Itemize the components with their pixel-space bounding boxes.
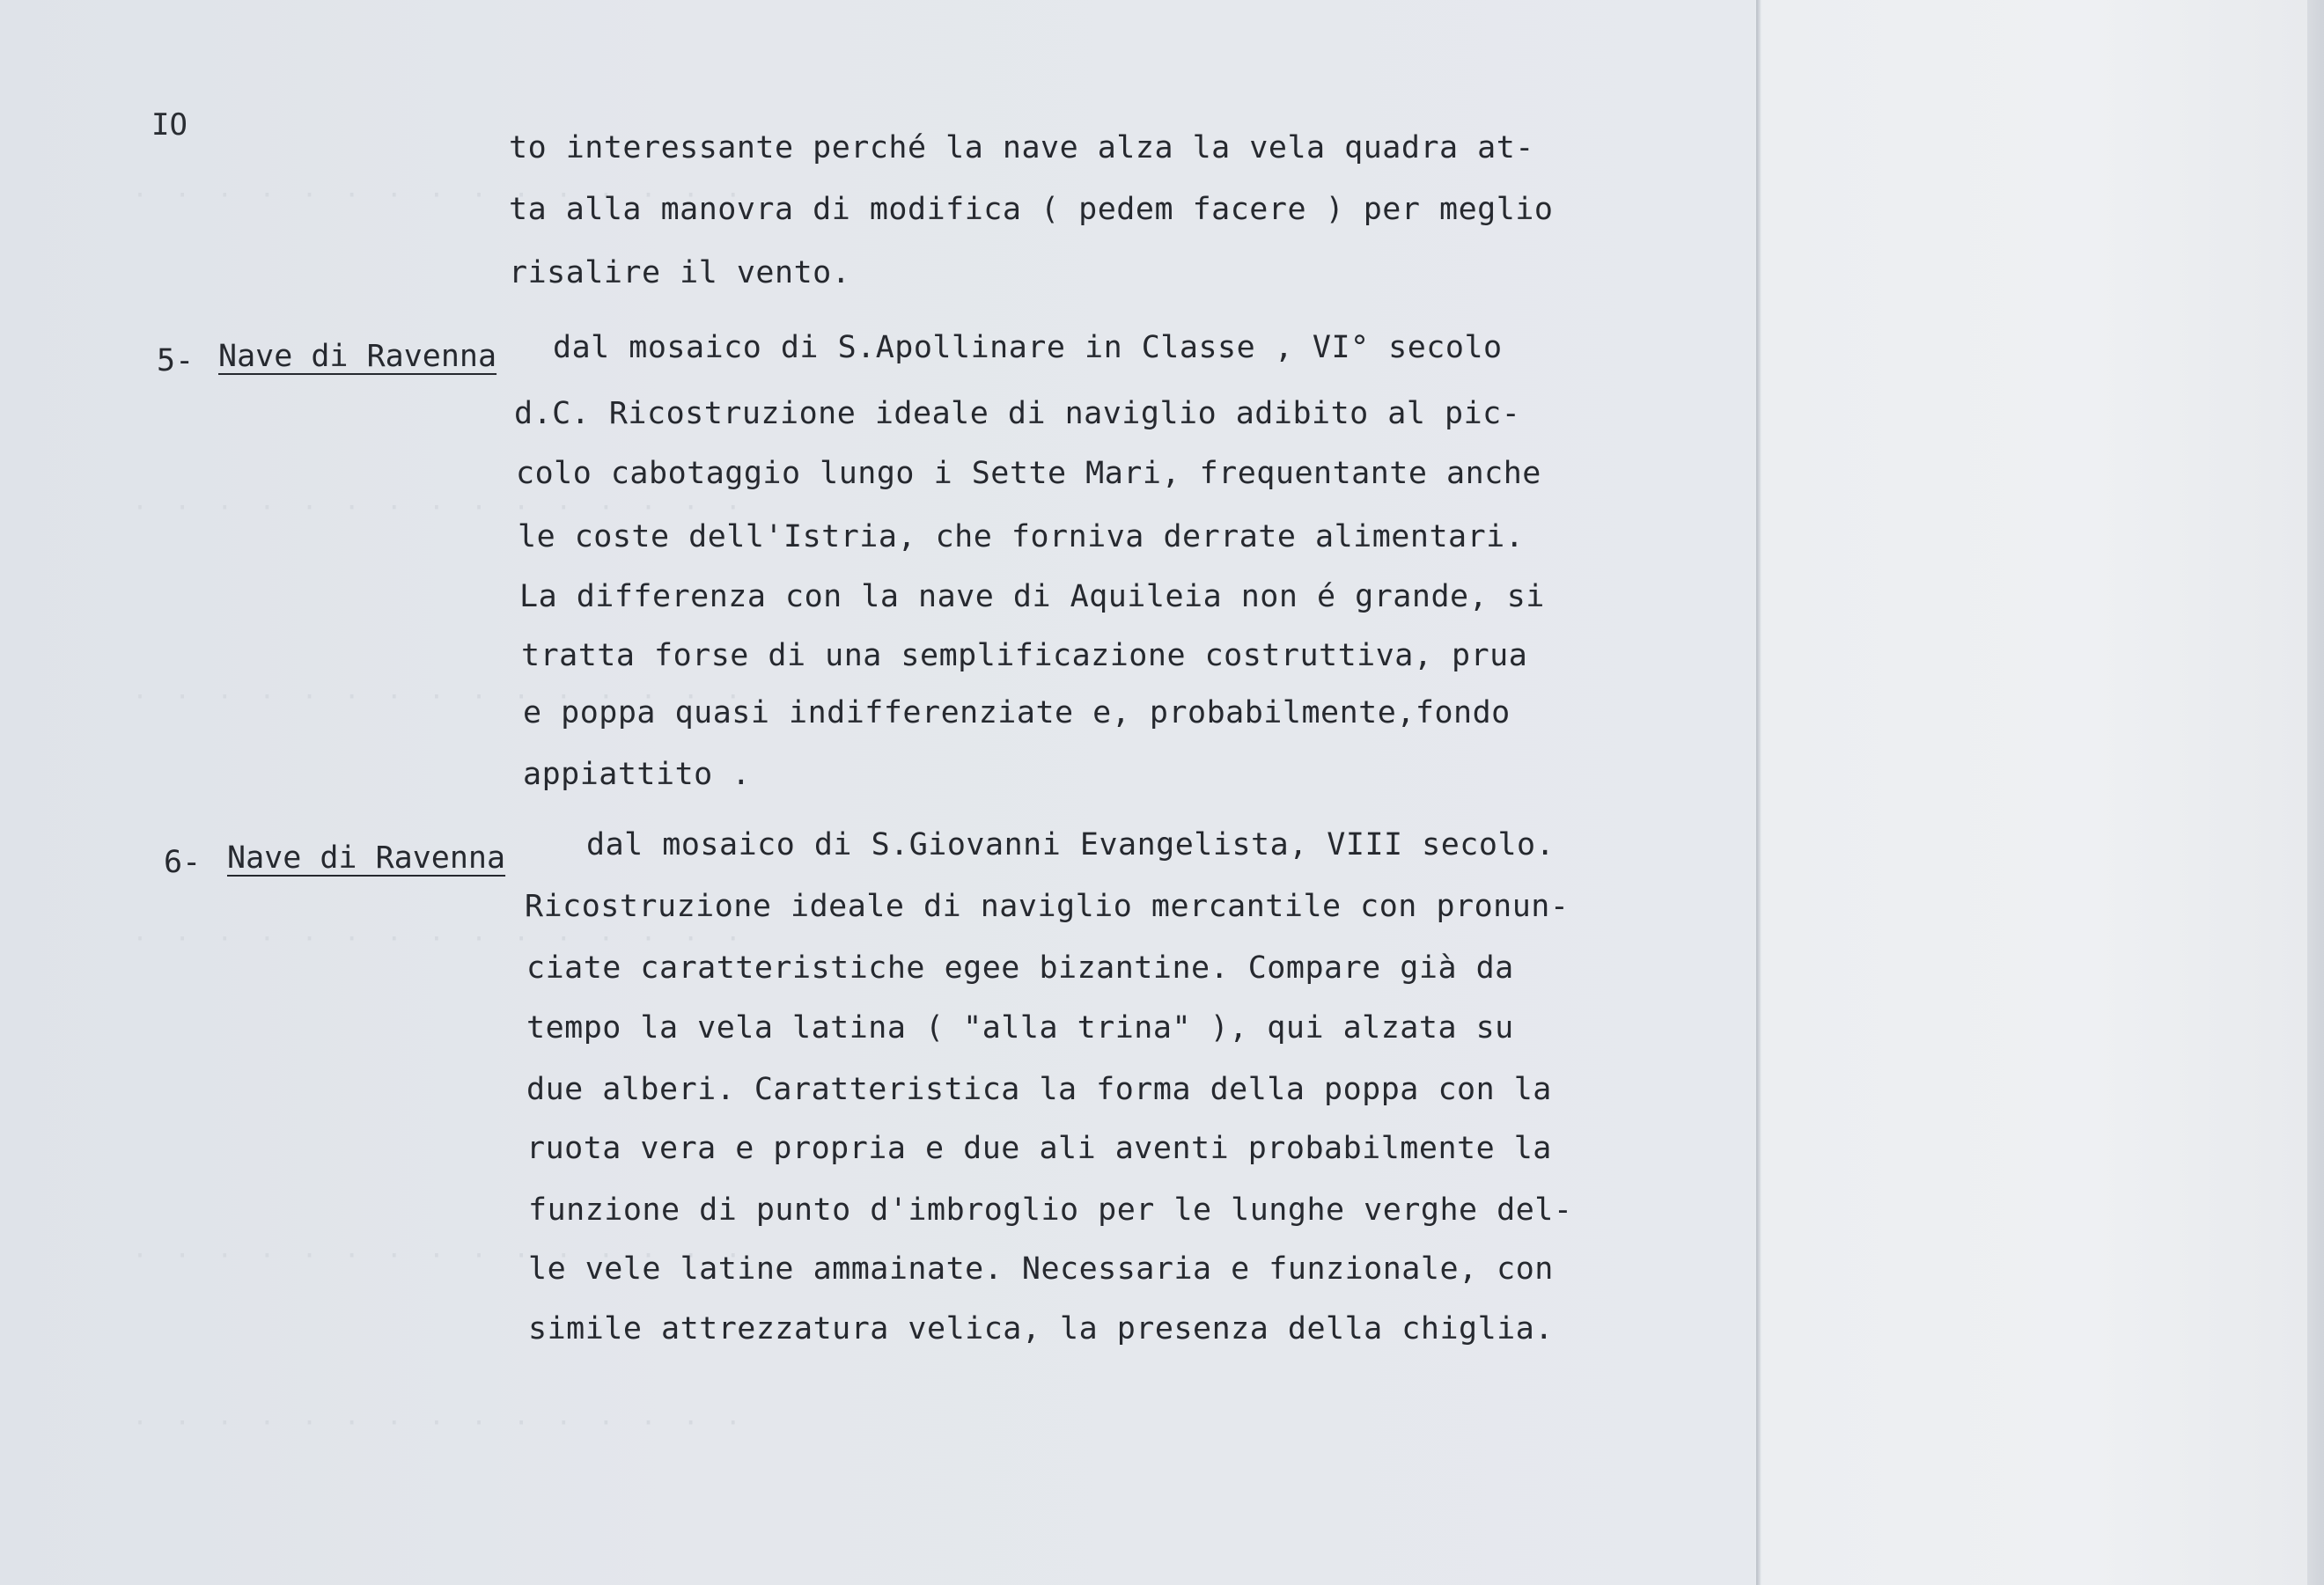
entry-line: due alberi. Caratteristica la forma della poppa con la xyxy=(526,1072,1552,1107)
entry-line: ciate caratteristiche egee bizantine. Compare già da xyxy=(526,950,1514,986)
show-through-texture: · · · · · · · · · · · · · · · xyxy=(132,924,746,955)
entry-number: 6- xyxy=(164,845,202,880)
entry-line: tempo la vela latina ( "alla trina" ), qui alzata su xyxy=(526,1010,1514,1046)
show-through-texture: · · · · · · · · · · · · · · · xyxy=(132,180,746,211)
entry-line: e poppa quasi indifferenziate e, probabilmente,fondo xyxy=(523,695,1511,730)
entry-title: Nave di Ravenna xyxy=(227,840,506,876)
entry-line: Ricostruzione ideale di naviglio mercantile con pronun- xyxy=(525,889,1570,924)
entry-line: appiattito . xyxy=(523,757,751,792)
show-through-texture: · · · · · · · · · · · · · · · xyxy=(132,493,746,524)
entry-line: d.C. Ricostruzione ideale di naviglio adibito al pic- xyxy=(514,396,1521,431)
page-number: IO xyxy=(151,107,188,143)
entry-line: La differenza con la nave di Aquileia non é grande, si xyxy=(519,579,1545,614)
entry-first-line: dal mosaico di S.Apollinare in Classe , VI° secolo xyxy=(553,330,1503,365)
entry-line: le vele latine ammainate. Necessaria e funzionale, con xyxy=(528,1251,1554,1287)
continuation-line: ta alla manovra di modifica ( pedem facere ) per meglio xyxy=(509,192,1554,227)
continuation-line: to interessante perché la nave alza la vela quadra at- xyxy=(509,130,1534,165)
show-through-texture: · · · · · · · · · · · · · · · xyxy=(132,1241,746,1272)
show-through-texture: · · · · · · · · · · · · · · · xyxy=(132,1408,746,1439)
entry-line: colo cabotaggio lungo i Sette Mari, frequentante anche xyxy=(516,456,1541,491)
entry-first-line: dal mosaico di S.Giovanni Evangelista, VIII secolo. xyxy=(586,827,1555,862)
entry-line: tratta forse di una semplificazione costruttiva, prua xyxy=(521,638,1528,673)
entry-number: 5- xyxy=(157,343,195,378)
continuation-line: risalire il vento. xyxy=(509,255,851,290)
entry-title: Nave di Ravenna xyxy=(218,339,497,374)
paper-edge xyxy=(2307,0,2324,1585)
entry-line: ruota vera e propria e due ali aventi probabilmente la xyxy=(526,1131,1552,1166)
entry-line: funzione di punto d'imbroglio per le lunghe verghe del- xyxy=(528,1192,1573,1228)
entry-line: le coste dell'Istria, che forniva derrate alimentari. xyxy=(518,519,1525,554)
entry-line: simile attrezzatura velica, la presenza della chiglia. xyxy=(528,1311,1554,1347)
show-through-texture: · · · · · · · · · · · · · · · xyxy=(132,682,746,713)
folded-flap xyxy=(1761,0,2307,1585)
